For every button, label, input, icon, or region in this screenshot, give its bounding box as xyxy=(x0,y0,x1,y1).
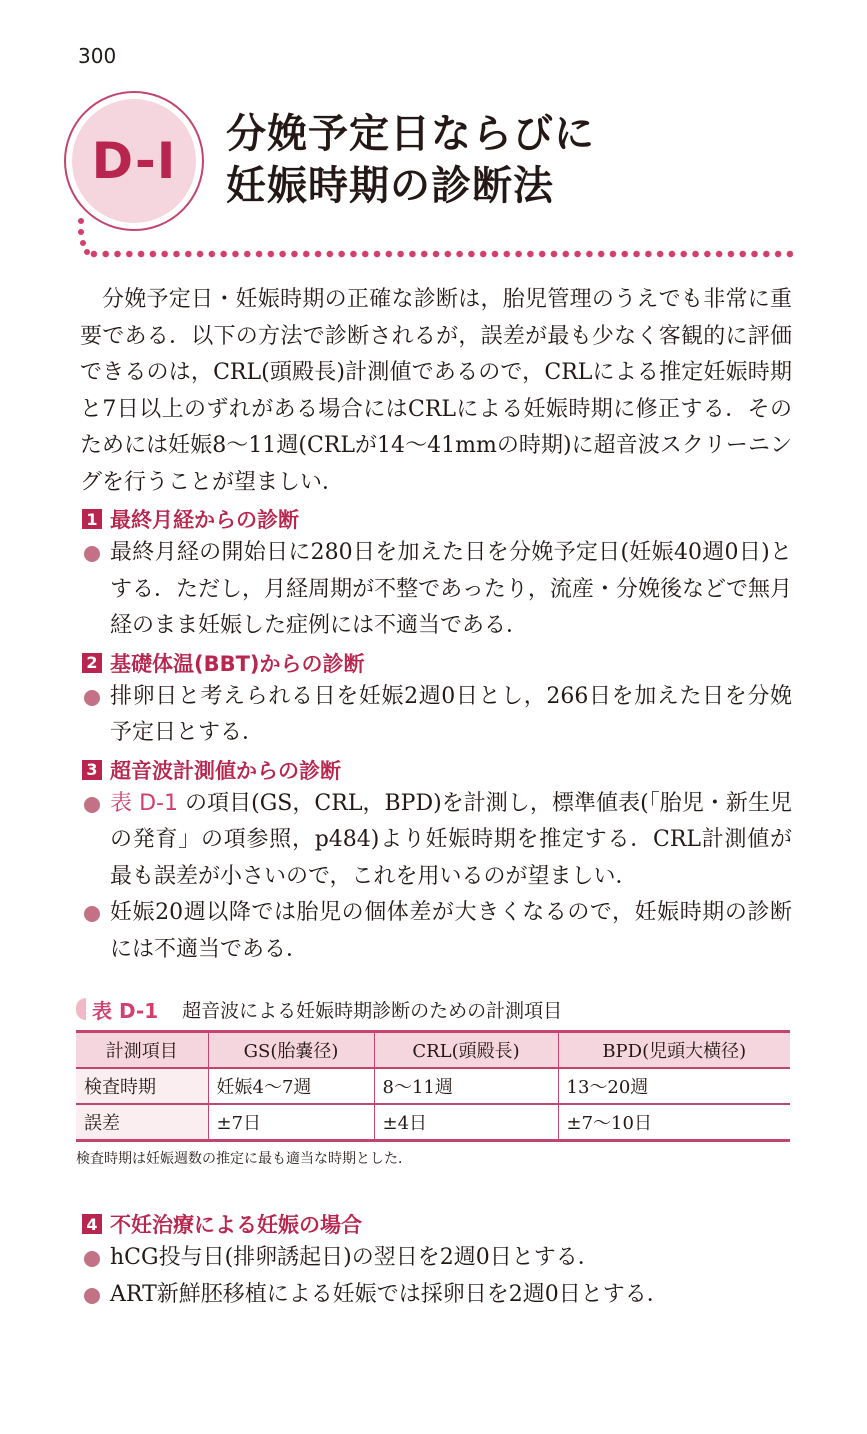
section-number-icon: 1 xyxy=(82,509,102,529)
section-heading xyxy=(80,1208,792,1240)
list-item: 妊娠20週以降では胎児の個体差が大きくなるので，妊娠時期の診断には不適当である． xyxy=(80,895,792,968)
bullet-icon xyxy=(84,906,100,922)
table-cell: 妊娠4～7週 xyxy=(208,1068,374,1104)
bullet-icon xyxy=(84,797,100,813)
table-header-row xyxy=(76,1032,790,1069)
table-cell: ±4日 xyxy=(374,1104,558,1141)
table-reference-link[interactable]: 表 D-1 xyxy=(110,790,178,816)
table-caption xyxy=(76,994,790,1024)
bullet-icon xyxy=(84,546,100,562)
bullet-icon xyxy=(84,690,100,706)
table-cell: ±7～10日 xyxy=(558,1104,790,1141)
column-header: BPD(児頭大横径) xyxy=(558,1032,790,1069)
section-title: 最終月経からの診断 xyxy=(110,508,299,532)
page-title-line1: 分娩予定日ならびに xyxy=(226,111,595,157)
section-1 xyxy=(80,503,792,645)
table-cell: ±7日 xyxy=(208,1104,374,1141)
main-content xyxy=(80,282,792,968)
list-item: hCG投与日(排卵誘起日)の翌日を2週0日とする． xyxy=(80,1240,792,1277)
table-cell: 8～11週 xyxy=(374,1068,558,1104)
column-header: GS(胎嚢径) xyxy=(208,1032,374,1069)
page-title-line2: 妊娠時期の診断法 xyxy=(226,163,554,209)
column-header: 計測項目 xyxy=(105,1041,178,1062)
section-title: 不妊治療による妊娠の場合 xyxy=(110,1213,362,1237)
decorative-dotted-rule xyxy=(88,250,793,258)
bullet-icon xyxy=(84,1251,100,1267)
list-item: ART新鮮胚移植による妊娠では採卵日を2週0日とする． xyxy=(80,1277,792,1314)
section-heading xyxy=(80,647,792,679)
decorative-dots-vertical xyxy=(78,218,86,258)
list-item: 排卵日と考えられる日を妊娠2週0日とし，266日を加えた日を分娩予定日とする． xyxy=(80,679,792,752)
section-title: 基礎体温(BBT)からの診断 xyxy=(110,651,365,676)
table-label: 表 D-1 xyxy=(92,998,159,1023)
section-heading xyxy=(80,754,792,786)
section-title: 超音波計測値からの診断 xyxy=(110,758,341,783)
section-number-icon: 3 xyxy=(82,760,102,780)
row-header: 検査時期 xyxy=(76,1068,208,1104)
section-2 xyxy=(80,647,792,752)
intro-paragraph: 分娩予定日・妊娠時期の正確な診断は，胎児管理のうえでも非常に重要である．以下の方法で診断されるが，誤差が最も少なく客観的に評価できるのは，CRL(頭殿長)計測値であるので，CRLによる推定妊娠時期と7日以上のずれがある場合にはCRLによる妊娠時期に修正する．そのためには妊娠8～11週(CRLが14～41mmの時期)に超音波スクリーニングを行うことが望ましい． xyxy=(80,287,792,495)
page-title xyxy=(226,108,595,212)
table-title: 超音波による妊娠時期診断のための計測項目 xyxy=(182,999,563,1022)
section-number-icon: 2 xyxy=(82,653,102,673)
table-footnote: 検査時期は妊娠週数の推定に最も適当な時期とした． xyxy=(76,1151,412,1167)
section-3 xyxy=(80,754,792,969)
section-number-icon: 4 xyxy=(82,1214,102,1234)
table-row xyxy=(76,1068,790,1104)
section-heading xyxy=(80,503,792,535)
row-header: 誤差 xyxy=(76,1104,208,1141)
list-item: 表 D-1 の項目(GS，CRL，BPD)を計測し，標準値表(「胎児・新生児の発育」の項参照，p484)より妊娠時期を推定する．CRL計測値が最も誤差が小さいので，これを用いるのが望ましい． xyxy=(80,786,792,896)
caption-tab-icon xyxy=(76,998,86,1020)
table-cell: 13～20週 xyxy=(558,1068,790,1104)
table-d1 xyxy=(76,994,790,1168)
table-row xyxy=(76,1104,790,1141)
bullet-icon xyxy=(84,1288,100,1304)
chapter-badge-label: D-I xyxy=(91,132,177,190)
list-item: 最終月経の開始日に280日を加えた日を分娩予定日(妊娠40週0日)とする．ただし，月経周期が不整であったり，流産・分娩後などで無月経のまま妊娠した症例には不適当である． xyxy=(80,535,792,645)
page-number: 300 xyxy=(78,44,117,68)
section-4 xyxy=(80,1206,792,1313)
chapter-badge-fill xyxy=(72,99,196,223)
measurement-table xyxy=(76,1030,790,1142)
column-header: CRL(頭殿長) xyxy=(374,1032,558,1069)
chapter-badge xyxy=(64,91,204,231)
